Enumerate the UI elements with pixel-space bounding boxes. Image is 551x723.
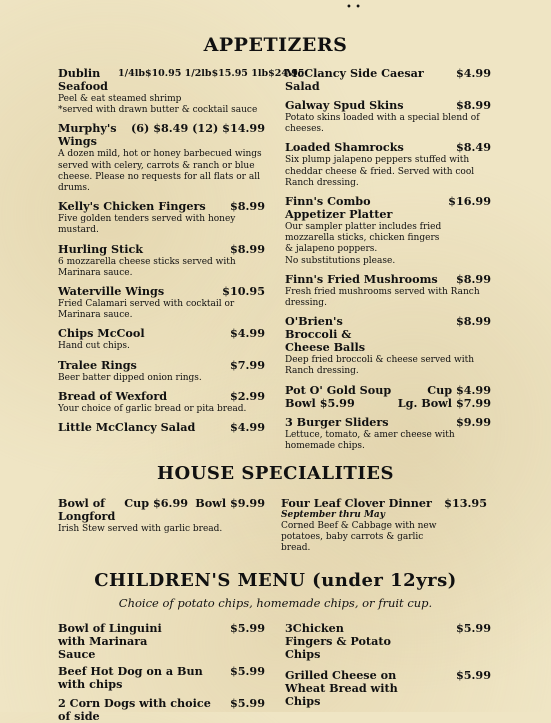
item-name: 2 Corn Dogs with choice of side — [58, 696, 211, 723]
item-name: Finn's Combo Appetizer Platter — [285, 194, 393, 222]
item-price: $13.95 — [444, 496, 487, 510]
item-description: Deep fried broccoli & cheese served with Ranch dressing. — [285, 355, 474, 377]
menu-item — [285, 141, 491, 189]
item-description: Fried Calamari served with cocktail or Marinara sauce. — [58, 299, 235, 321]
menu-item — [58, 359, 265, 384]
item-price: $8.49 — [455, 140, 491, 155]
header-mark: • • — [346, 2, 361, 13]
item-description: A dozen mild, hot or honey barbecued wings served with celery, carrots & ranch or blue cheese. Please no requests for all flats or all drums. — [58, 149, 262, 194]
appetizers-right-column — [285, 67, 491, 458]
item-price: $5.99 — [455, 621, 491, 635]
item-name: Beef Hot Dog on a Bun with chips — [58, 664, 203, 691]
item-name: Waterville Wings — [58, 284, 165, 299]
item-name: Murphy's Wings — [58, 121, 117, 149]
menu-item — [285, 622, 491, 661]
children-left-column — [58, 622, 265, 723]
item-description: Beer batter dipped onion rings. — [58, 372, 202, 383]
item-name: 3Chicken Fingers & Potato Chips — [285, 621, 391, 661]
appetizers-title: APPETIZERS — [203, 34, 348, 56]
item-price: $8.99 — [455, 314, 491, 329]
item-price: Cup $4.99 — [427, 382, 491, 397]
item-price: $8.99 — [229, 199, 265, 214]
item-description: Potato skins loaded with a special blend of cheeses. — [285, 113, 480, 135]
item-price: $4.99 — [455, 66, 491, 80]
menu-item — [58, 122, 265, 194]
item-name: O'Brien's Broccoli & Cheese Balls — [285, 314, 366, 355]
item-price: $4.99 — [229, 326, 265, 341]
children-right-column — [285, 622, 491, 708]
item-name: Bowl of Longford — [58, 496, 116, 523]
item-name: Galway Spud Skins — [285, 98, 404, 112]
item-name: Kelly's Chicken Fingers — [58, 199, 206, 214]
item-name: Little McClancy Salad — [58, 420, 196, 435]
menu-item — [58, 390, 265, 415]
menu-item — [285, 67, 491, 93]
item-price: $8.99 — [455, 271, 491, 286]
childrens-menu-title: CHILDREN'S MENU (under 12yrs) — [94, 570, 457, 591]
menu-item — [285, 315, 491, 377]
house-left — [58, 497, 265, 535]
item-description: Your choice of garlic bread or pita bread. — [58, 403, 247, 414]
menu-item — [58, 327, 265, 352]
item-price: $4.99 — [229, 420, 265, 435]
item-price-cup: Cup $6.99 — [124, 496, 189, 510]
menu-item — [58, 421, 265, 434]
menu-item — [285, 384, 491, 410]
menu-item — [58, 665, 265, 691]
menu-item — [285, 99, 491, 135]
item-description: Five golden tenders served with honey mustard. — [58, 214, 236, 236]
item-price-bowl: Bowl $5.99 — [285, 395, 355, 410]
item-description: Six plump jalapeno peppers stuffed with cheddar cheese & fried. Served with cool Ranch dressing. — [285, 155, 475, 188]
menu-item — [285, 416, 491, 452]
menu-item — [58, 285, 265, 321]
item-description: Corned Beef & Cabbage with new potatoes, baby carrots & garlic bread. — [281, 521, 437, 554]
menu-item — [285, 273, 491, 309]
menu-item — [58, 697, 265, 723]
item-price: $8.99 — [229, 241, 265, 256]
menu-item — [58, 66, 305, 116]
item-sizes: 1/4lb$10.95 1/2lb$15.95 1lb$24.95 — [118, 68, 305, 79]
item-name: Grilled Cheese on Wheat Bread with Chips — [285, 668, 398, 708]
item-name: McClancy Side Caesar Salad — [285, 66, 424, 93]
item-availability: September thru May — [281, 510, 385, 520]
item-name: Four Leaf Clover Dinner — [281, 496, 432, 510]
item-name: Loaded Shamrocks — [285, 140, 404, 155]
item-name: Dublin Seafood — [58, 66, 109, 93]
item-price: $5.99 — [229, 696, 265, 710]
menu-item — [58, 200, 265, 236]
menu-item — [58, 622, 265, 661]
item-price: $10.95 — [222, 284, 265, 299]
item-price: $9.99 — [455, 414, 491, 429]
menu-item — [285, 195, 491, 267]
item-description: 6 mozzarella cheese sticks served with Marinara sauce. — [58, 256, 236, 278]
item-price: $5.99 — [229, 664, 265, 678]
item-price: $16.99 — [448, 194, 491, 209]
childrens-menu-subtitle: Choice of potato chips, homemade chips, or fruit cup. — [118, 596, 433, 610]
item-price: (6) $8.49 (12) $14.99 — [130, 121, 265, 136]
item-name: 3 Burger Sliders — [285, 414, 389, 429]
item-name: Bread of Wexford — [58, 388, 168, 403]
item-description: Hand cut chips. — [58, 341, 130, 352]
item-price: $7.99 — [229, 357, 265, 372]
menu-item — [285, 669, 491, 708]
item-price: $5.99 — [229, 621, 265, 635]
item-name: Tralee Rings — [58, 357, 137, 372]
house-right — [281, 497, 487, 555]
item-name: Pot O' Gold Soup — [285, 382, 392, 397]
item-description: Peel & eat steamed shrimp *served with drawn butter & cocktail sauce — [58, 94, 258, 116]
item-description: Irish Stew served with garlic bread. — [58, 524, 223, 534]
item-price: $2.99 — [229, 388, 265, 403]
item-name: Chips McCool — [58, 326, 145, 341]
item-price: $5.99 — [455, 668, 491, 682]
item-name: Finn's Fried Mushrooms — [285, 271, 438, 286]
house-specialities-title: HOUSE SPECIALITIES — [157, 463, 394, 484]
item-description: Fresh fried mushrooms served with Ranch dressing. — [285, 286, 480, 309]
item-price: $8.99 — [455, 98, 491, 112]
menu-item — [58, 243, 265, 279]
item-name: Bowl of Linguini with Marinara Sauce — [58, 621, 162, 661]
item-name: Hurling Stick — [58, 241, 144, 256]
item-price-bowl: Bowl $9.99 — [195, 496, 265, 510]
item-price-large-bowl: Lg. Bowl $7.99 — [397, 395, 491, 410]
item-description: Our sampler platter includes fried mozzarella sticks, chicken fingers & jalapeno poppers. No substitutions please. — [285, 222, 442, 266]
item-description: Lettuce, tomato, & amer cheese with homemade chips. — [285, 429, 455, 451]
appetizers-left-column — [58, 66, 305, 440]
